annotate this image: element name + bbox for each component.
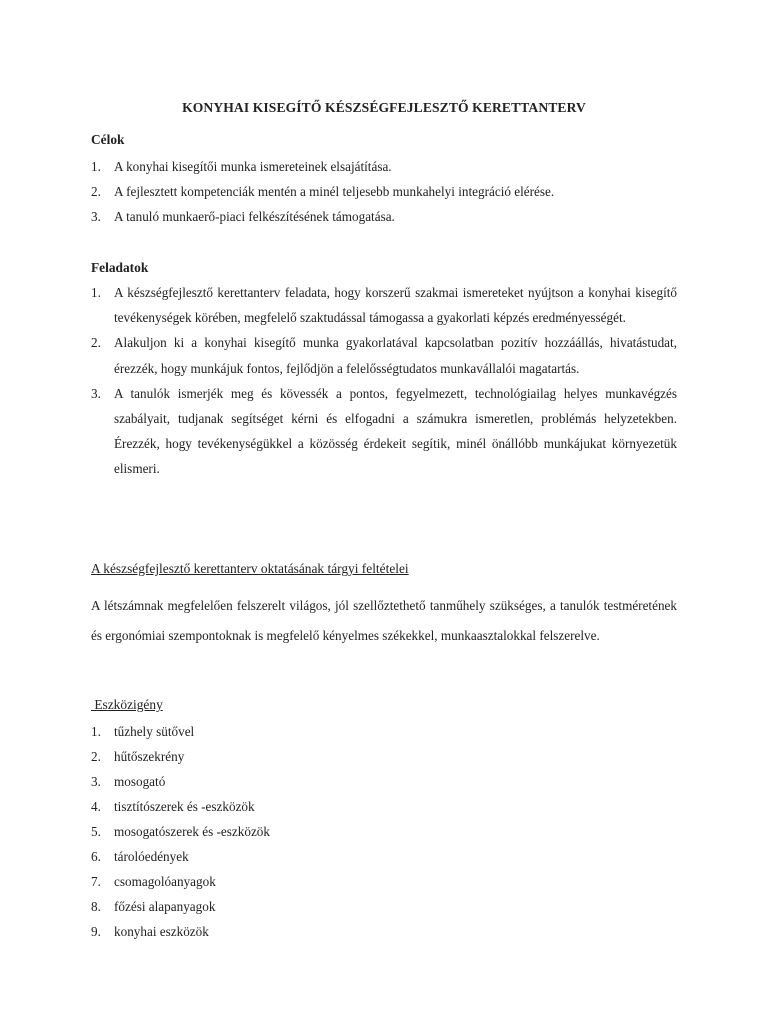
conditions-paragraph: A létszámnak megfelelően felszerelt világos, jól szellőztethető tanműhely szükséges, a tanulók testméretének és ergonómiai szempontoknak is megfelelő kényelmes székekkel, munkaasztalokkal felszerelve.: [91, 598, 677, 643]
list-item: 6. tárolóedények: [91, 849, 189, 864]
conditions-heading: A készségfejlesztő kerettanterv oktatásának tárgyi feltételei: [91, 561, 409, 576]
tasks-list: [91, 280, 677, 482]
goals-list: [91, 154, 677, 229]
list-item: 9. konyhai eszközök: [91, 924, 209, 939]
list-item: 1. A konyhai kisegítői munka ismereteinek elsajátítása.: [91, 159, 392, 174]
list-item: 1. tűzhely sütővel: [91, 724, 195, 739]
list-item: 2. hűtőszekrény: [91, 749, 185, 764]
list-item: 3. A tanuló munkaerő-piaci felkészítésének támogatása.: [91, 209, 395, 224]
list-item: 8. főzési alapanyagok: [91, 899, 216, 914]
tasks-heading: Feladatok: [91, 260, 149, 275]
list-item: 4. tisztítószerek és -eszközök: [91, 799, 255, 814]
list-item: 3. mosogató: [91, 774, 166, 789]
list-item: 2. A fejlesztett kompetenciák mentén a minél teljesebb munkahelyi integráció elérése.: [91, 184, 555, 199]
goals-heading: Célok: [91, 132, 125, 147]
list-item: 7. csomagolóanyagok: [91, 874, 216, 889]
list-item: 1. A készségfejlesztő kerettanterv feladata, hogy korszerű szakmai ismereteket nyújtson a konyhai kisegítő tevékenységek körében, megfelelő szaktudással támogassa a gyakorlati képzés eredményességét.: [91, 285, 677, 326]
list-item: 3. A tanulók ismerjék meg és kövessék a pontos, fegyelmezett, technológiailag helyes munkavégzés szabályait, tudjanak segítséget kérni és elfogadni a számukra ismeretlen, problémás helyzetekben. Érezzék, hogy tevékenységükkel a közösség érdekeit segítik, minél önállóbb munkájukat környezetük elismeri.: [91, 385, 677, 477]
list-item: 5. mosogatószerek és -eszközök: [91, 824, 270, 839]
document-title: KONYHAI KISEGÍTŐ KÉSZSÉGFEJLESZTŐ KERETTANTERV: [182, 100, 586, 115]
list-item: 2. Alakuljon ki a konyhai kisegítő munka gyakorlatával kapcsolatban pozitív hozzáállás, hivatástudat, érezzék, hogy munkájuk fontos, fejlődjön a felelősségtudatos munkavállalói magatartás.: [91, 335, 677, 376]
equipment-list: [91, 719, 677, 944]
equipment-heading: Eszközigény: [91, 697, 163, 712]
